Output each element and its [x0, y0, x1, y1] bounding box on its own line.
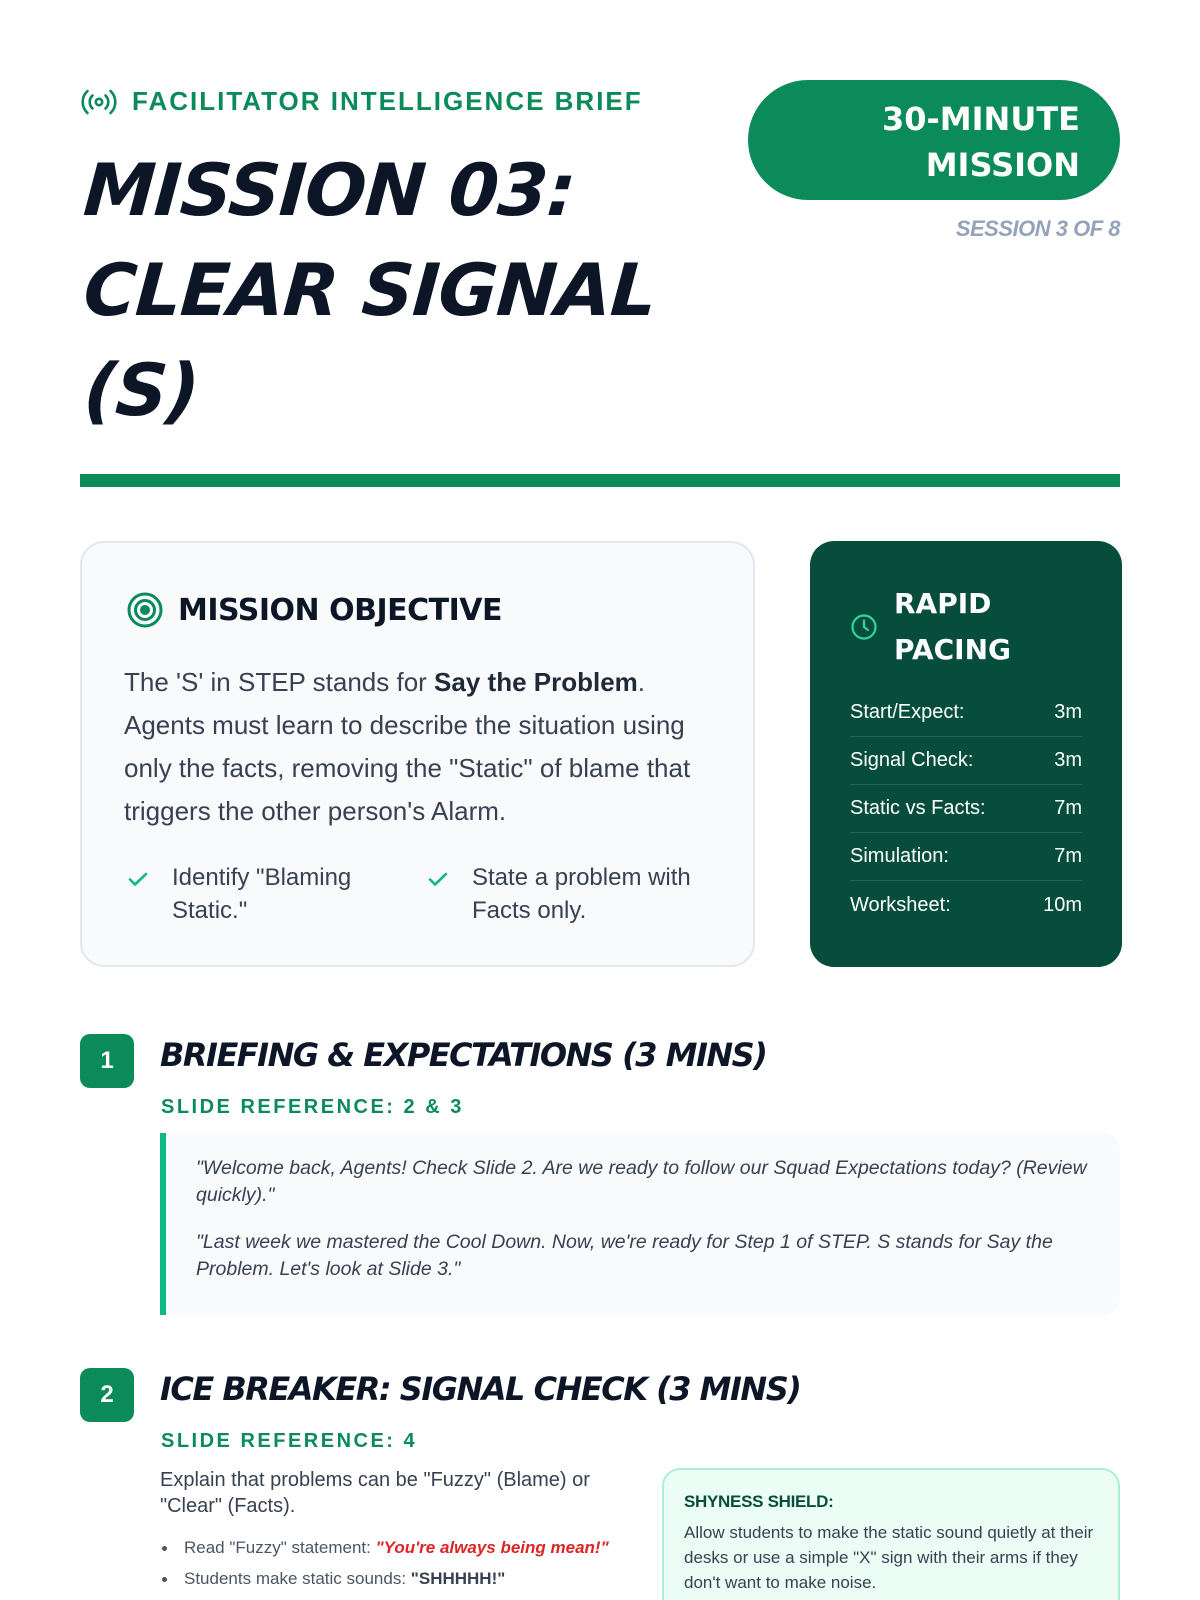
target-icon — [126, 591, 164, 629]
pacing-heading-line: PACING — [894, 633, 1012, 666]
pacing-value: 3m — [1054, 749, 1082, 771]
header-divider — [80, 474, 1120, 487]
pacing-row — [850, 833, 1082, 881]
broadcast-icon — [80, 87, 118, 117]
duration-line: MISSION — [925, 146, 1080, 184]
goal-text: State a problem with Facts only. — [472, 864, 691, 924]
activity-bullets — [160, 1532, 630, 1594]
title-line: (S) — [81, 348, 202, 432]
pacing-heading-line: RAPID — [894, 587, 992, 620]
goal-item — [126, 861, 426, 927]
pacing-value: 7m — [1054, 845, 1082, 867]
slide-reference: SLIDE REFERENCE: 4 — [161, 1430, 418, 1452]
script-quote-box — [160, 1133, 1120, 1315]
script-quote: "Last week we mastered the Cool Down. Now, we're ready for Step 1 of STEP. S stands for Say the Problem. Let's look at Slide 3." — [196, 1231, 1053, 1280]
goal-item — [426, 861, 726, 927]
duration-pill — [748, 80, 1120, 200]
pacing-label: Worksheet: — [850, 893, 951, 916]
title-line: MISSION 03: — [81, 148, 578, 232]
title-line: CLEAR SIGNAL — [81, 248, 659, 332]
objective-card — [80, 541, 755, 967]
objective-text — [124, 661, 724, 833]
static-sound: "SHHHHH!" — [410, 1569, 506, 1588]
pacing-value: 10m — [1043, 893, 1082, 916]
pacing-label: Signal Check: — [850, 749, 974, 771]
fuzzy-statement: "You're always being mean!" — [375, 1538, 609, 1557]
shyness-shield-callout — [662, 1468, 1120, 1600]
objective-text-part: . Agents must learn to describe the situation using only the facts, removing the "Static" of blame that triggers the other person's Alarm. — [124, 667, 691, 826]
list-item — [160, 1532, 630, 1563]
slide-reference: SLIDE REFERENCE: 2 & 3 — [161, 1096, 464, 1118]
step-number-badge: 2 — [80, 1368, 134, 1422]
pacing-row — [850, 737, 1082, 785]
section-title: BRIEFING & EXPECTATIONS (3 MINS) — [160, 1036, 767, 1074]
session-label: SESSION 3 OF 8 — [955, 216, 1120, 241]
pacing-row — [850, 881, 1082, 929]
brief-kicker-text: FACILITATOR INTELLIGENCE BRIEF — [132, 86, 643, 116]
step-number-badge: 1 — [80, 1034, 134, 1088]
pacing-list — [850, 689, 1082, 929]
list-item — [160, 1563, 630, 1594]
objective-text-part: The 'S' in STEP stands for — [124, 667, 435, 697]
clock-icon — [850, 613, 878, 641]
pacing-row — [850, 689, 1082, 737]
brief-kicker — [80, 86, 643, 117]
objective-goals — [126, 861, 726, 927]
pacing-value: 3m — [1054, 701, 1082, 723]
header — [80, 80, 1120, 460]
duration-line: 30-MINUTE — [881, 100, 1080, 138]
pacing-card — [810, 541, 1122, 967]
bullet-label: Students make static sounds: — [184, 1569, 411, 1588]
objective-text-bold: Say the Problem — [434, 667, 638, 697]
section-explanation: Explain that problems can be "Fuzzy" (Blame) or "Clear" (Facts). — [160, 1469, 590, 1517]
pacing-header — [850, 581, 1011, 673]
callout-title: SHYNESS SHIELD: — [684, 1492, 834, 1511]
goal-text: Identify "Blaming Static." — [172, 864, 352, 924]
bullet-label: Read "Fuzzy" statement: — [184, 1538, 376, 1557]
check-icon — [426, 861, 452, 927]
script-quote: "Welcome back, Agents! Check Slide 2. Are we ready to follow our Squad Expectations today? (Review quickly)." — [196, 1157, 1087, 1206]
page-title — [81, 140, 764, 440]
check-icon — [126, 861, 152, 927]
objective-heading: MISSION OBJECTIVE — [178, 592, 502, 628]
objective-header — [126, 591, 502, 629]
section-title: ICE BREAKER: SIGNAL CHECK (3 MINS) — [160, 1370, 801, 1408]
pacing-value: 7m — [1054, 797, 1082, 819]
pacing-label: Simulation: — [850, 845, 949, 867]
pacing-row — [850, 785, 1082, 833]
pacing-label: Static vs Facts: — [850, 797, 986, 819]
pacing-heading — [894, 581, 1011, 673]
callout-text: Allow students to make the static sound quietly at their desks or use a simple "X" sign with their arms if they don't want to make noise. — [684, 1523, 1094, 1592]
pacing-label: Start/Expect: — [850, 701, 965, 723]
